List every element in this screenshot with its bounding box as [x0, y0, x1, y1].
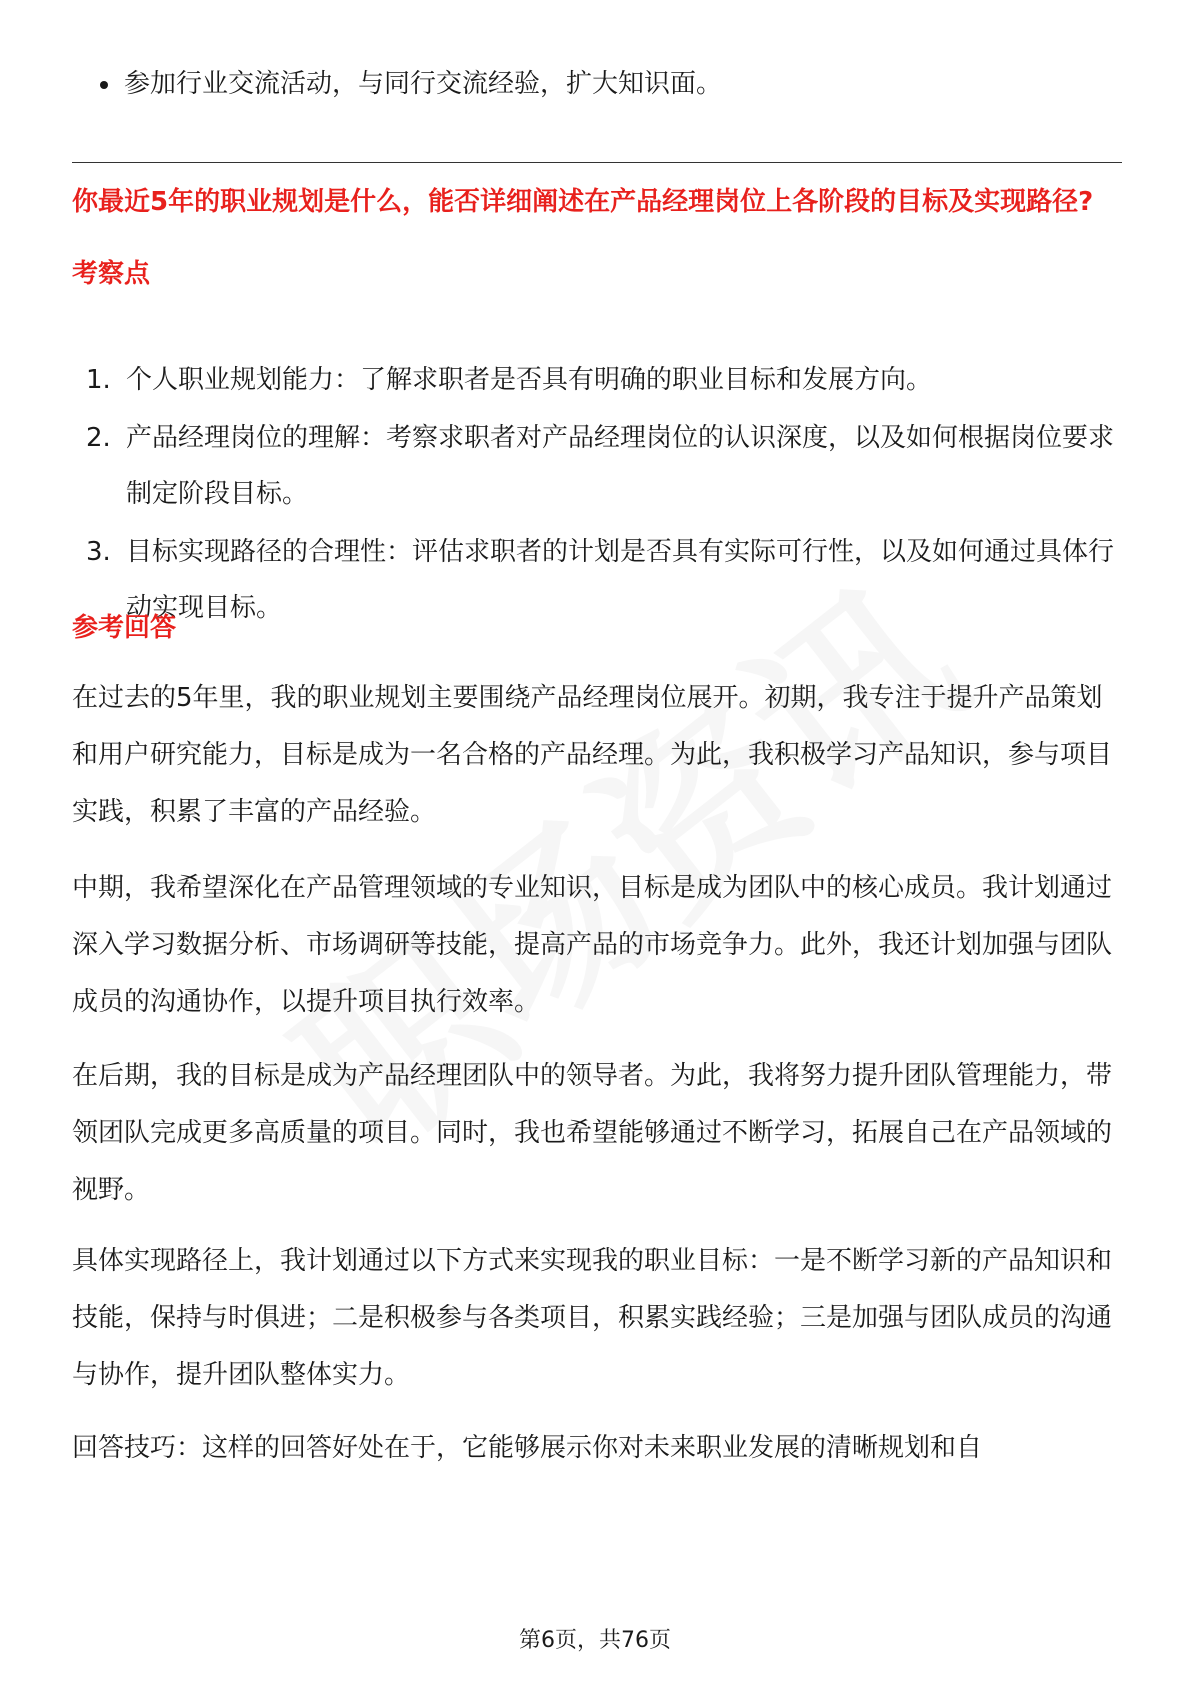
- answer-paragraph: 具体实现路径上，我计划通过以下方式来实现我的职业目标：一是不断学习新的产品知识和技能，保持与时俱进；二是积极参与各类项目，积累实践经验；三是加强与团队成员的沟通与协作，提升团队整体实力。: [72, 1246, 1113, 1390]
- page-number: 第6页，共76页: [519, 1628, 671, 1653]
- list-number: 2.: [86, 423, 111, 453]
- list-item: [72, 524, 1122, 636]
- list-item: 参加行业交流活动，与同行交流经验，扩大知识面。: [72, 62, 722, 106]
- answer-paragraph: 中期，我希望深化在产品管理领域的专业知识，目标是成为团队中的核心成员。我计划通过深入学习数据分析、市场调研等技能，提高产品的市场竞争力。此外，我还计划加强与团队成员的沟通协作，以提升项目执行效率。: [72, 873, 1113, 1017]
- divider: [72, 162, 1122, 163]
- bullet-list: [72, 62, 722, 106]
- answer-paragraph: 在后期，我的目标是成为产品经理团队中的领导者。为此，我将努力提升团队管理能力，带领团队完成更多高质量的项目。同时，我也希望能够通过不断学习，拓展自己在产品领域的视野。: [72, 1061, 1113, 1205]
- document-page: [72, 0, 1122, 1684]
- list-item: [72, 410, 1122, 522]
- answer-paragraph: 在过去的5年里，我的职业规划主要围绕产品经理岗位展开。初期，我专注于提升产品策划和用户研究能力，目标是成为一名合格的产品经理。为此，我积极学习产品知识，参与项目实践，积累了丰富的产品经验。: [72, 683, 1113, 827]
- list-text: 目标实现路径的合理性：评估求职者的计划是否具有实际可行性，以及如何通过具体行动实现目标。: [126, 537, 1115, 623]
- question-heading: 你最近5年的职业规划是什么，能否详细阐述在产品经理岗位上各阶段的目标及实现路径?: [72, 187, 1094, 217]
- section-title-answer: 参考回答: [72, 613, 177, 643]
- list-text: 个人职业规划能力：了解求职者是否具有明确的职业目标和发展方向。: [126, 365, 933, 395]
- answer-tip-paragraph: 回答技巧：这样的回答好处在于，它能够展示你对未来职业发展的清晰规划和自: [72, 1433, 983, 1463]
- list-number: 3.: [86, 537, 111, 567]
- section-title-exam: 考察点: [72, 259, 151, 289]
- list-item: [72, 352, 1122, 408]
- list-number: 1.: [86, 365, 111, 395]
- exam-points-list: [72, 352, 1122, 638]
- list-text: 产品经理岗位的理解：考察求职者对产品经理岗位的认识深度，以及如何根据岗位要求制定阶段目标。: [126, 423, 1115, 509]
